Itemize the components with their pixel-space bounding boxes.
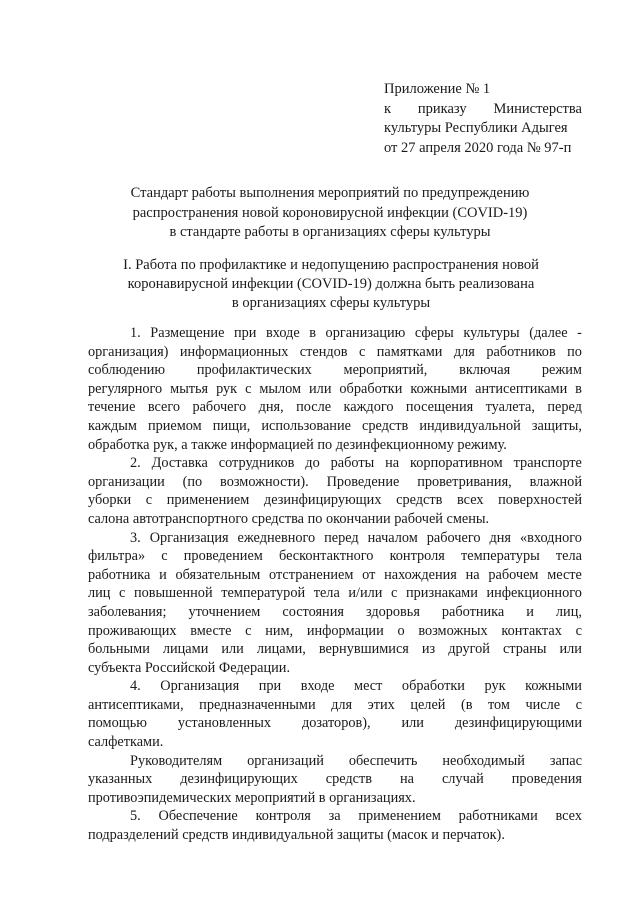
paragraph-word: ежедневного [237,529,316,546]
paragraph-line [88,491,582,510]
paragraph-word: включая [459,362,511,379]
paragraph-word: течение [88,399,136,416]
body-paragraph [88,807,582,844]
paragraph-line [88,789,582,808]
section-heading [96,256,566,313]
paragraph-word: «входного [519,529,582,546]
paragraph-word: ним, [265,622,294,639]
paragraph-word: мероприятий [234,789,319,806]
paragraph-word: дезинфекционному [335,436,458,453]
paragraph-word: Организация [149,529,229,546]
paragraph-word: (в [460,696,473,713]
paragraph-word: применением [358,808,441,825]
paragraph-line [88,733,582,752]
appendix-number: Приложение № 1 [384,81,491,97]
paragraph-word: влажной [529,473,582,490]
paragraph-line [88,714,582,733]
paragraph-word: входе [265,325,300,341]
paragraph-word: бесконтактного [279,548,374,565]
appendix-word: Министерства [493,100,582,117]
paragraph-word: 4. [130,678,141,695]
paragraph-word: обеспечить [348,752,418,769]
paragraph-word: до [305,455,320,472]
paragraph-word: страны [502,641,547,658]
paragraph-word: защиты, [531,417,582,434]
paragraph-line [88,659,582,678]
paragraph-word: тела [555,548,582,565]
paragraph-word: сферы [414,325,454,341]
paragraph-word: всех [555,808,582,825]
paragraph-line [88,566,582,585]
paragraph-word: или [559,641,582,658]
paragraph-word: с [119,585,126,602]
paragraph-word: вместе [190,622,232,639]
appendix-date: от 27 апреля 2020 года № 97-п [384,139,572,156]
paragraph-word: этих [367,696,395,713]
paragraph-line [88,436,582,455]
paragraph-line [88,454,582,473]
paragraph-word: рук, [153,436,182,453]
paragraph-word: работниками [458,808,538,825]
paragraph-word: для [331,696,353,713]
paragraph-line [88,622,582,641]
paragraph-line [88,473,582,492]
paragraph-word: по [307,510,326,527]
paragraph-line [88,677,582,696]
paragraph-word: с [391,585,398,602]
paragraph-word: больными [88,641,150,658]
paragraph-word: смены. [446,510,490,527]
paragraph-word: организацию [325,325,406,341]
paragraph-word: кожными [525,678,582,695]
paragraph-word: здоровья [365,603,420,620]
paragraph-word: состояния [282,603,344,620]
paragraph-word: и [431,827,443,844]
paragraph-word: 2. [130,455,141,472]
paragraph-word: предназначенными [199,696,316,713]
paragraph-word: уборки [88,492,132,509]
paragraph-line [88,603,582,622]
paragraph-word: средств [325,771,373,788]
paragraph-word: соблюдению [88,362,166,379]
paragraph-word: запас [549,752,582,769]
paragraph-word: обработка [88,436,154,453]
paragraph-word: средств [362,417,409,434]
paragraph-word: средств [396,492,443,509]
paragraph-word: Обеспечение [158,808,238,825]
paragraph-word: антисептиками, [88,696,184,713]
paragraph-word: с [161,548,168,565]
paragraph-word: мытья [170,380,209,397]
paragraph-word: сотрудников [218,455,295,472]
paragraph-word: и [159,566,167,583]
paragraph-word: от [362,566,376,583]
paragraph-word: с [245,622,252,639]
paragraph-word: каждым [88,417,137,434]
paragraph-word: средств [182,827,233,844]
paragraph-line [88,826,582,845]
paragraph-word: инфекционного [486,585,582,602]
paragraph-word: организациях. [329,789,416,806]
paragraph-word: лицами, [256,641,306,658]
paragraph-word: рабочем [488,566,539,583]
paragraph-word: установленных [177,715,272,732]
paragraph-word: информацией [230,436,318,453]
paragraph-word: том [487,696,510,713]
paragraph-word: использование [261,417,351,434]
paragraph-line [88,417,582,436]
paragraph-word: входе [300,678,335,695]
paragraph-word: лиц [88,585,111,602]
paragraph-line [88,547,582,566]
paragraph-word: или [401,715,424,732]
section-heading-line: I. Работа по профилактике и недопущению распространения новой [123,257,539,273]
paragraph-word: режиму. [457,436,507,453]
paragraph-line [88,324,582,343]
paragraph-word: заболевания; [88,603,167,620]
paragraph-word: случай [441,771,484,788]
paragraph-word: с [145,492,153,509]
paragraph-word: с [245,380,252,397]
paragraph-word: по [317,436,336,453]
paragraph-word: организация) [88,343,169,360]
paragraph-word: салфетками. [88,734,164,751]
appendix-word: к [384,100,392,117]
paragraph-word: организаций [247,752,324,769]
paragraph-word: культуры [463,325,520,341]
title-line: Стандарт работы выполнения мероприятий по предупреждению [130,185,530,201]
paragraph-word: на [465,566,480,583]
paragraph-word: пищи, [212,417,251,434]
paragraph-word: месте [547,566,582,583]
paragraph-word: числе [525,696,561,713]
paragraph-word: тела [313,585,340,602]
paragraph-word: контактах [501,622,562,639]
paragraph-word: (по [182,473,203,490]
appendix-word: приказу [417,100,467,117]
paragraph-word: работы [330,455,375,472]
paragraph-word: температуры [460,548,540,565]
paragraph-word: дезинфицирующими [454,715,582,732]
paragraph-word: поверхностей [498,492,582,509]
paragraph-word: отстранением [269,566,354,583]
paragraph-word: посещения [405,399,474,416]
paragraph-word: Федерации. [218,659,291,676]
paragraph-word: в [309,325,316,341]
paragraph-word: работника [88,566,151,583]
paragraph-word: для [453,343,475,360]
paragraph-word: температурой [221,585,306,602]
paragraph-word: субъекта [88,659,145,676]
body-paragraph [88,454,582,528]
paragraph-line [88,640,582,659]
paragraph-word: проведением [183,548,263,565]
paragraph-line [88,343,582,362]
section-heading-line: коронавирусной инфекции (COVID-19) должна быть реализована [127,276,535,292]
paragraph-word: информации [306,622,384,639]
paragraph-word: на [385,455,400,472]
paragraph-word: возможных [418,622,488,639]
paragraph-word: при [233,325,257,341]
paragraph-word: работников [486,343,556,360]
paragraph-word: (масок [387,827,432,844]
paragraph-word: защиты [337,827,388,844]
paragraph-word: информационных [179,343,289,360]
document-body [88,324,582,845]
paragraph-word: Доставка [151,455,208,472]
paragraph-line [88,361,582,380]
paragraph-word: Российской [144,659,219,676]
paragraph-word: режим [541,362,582,379]
paragraph-word: проведения [511,771,582,788]
paragraph-word: 5. [130,808,141,825]
paragraph-word: помощью [88,715,147,732]
paragraph-word: - [577,325,582,341]
paragraph-word: или [221,641,244,658]
paragraph-word: профилактических [196,362,312,379]
paragraph-word: дня [489,529,511,546]
paragraph-word: средства [251,510,308,527]
paragraph-line [88,807,582,826]
paragraph-word: целей [410,696,446,713]
paragraph-word: рабочей [394,510,447,527]
paragraph-word: а [181,436,192,453]
paragraph-word: приемом [147,417,202,434]
paragraph-word: о [397,622,405,639]
paragraph-word: необходимый [442,752,525,769]
paragraph-word: 3. [130,529,141,546]
paragraph-word: с [575,622,582,639]
paragraph-word: Руководителям [130,752,223,769]
paragraph-line [88,398,582,417]
paragraph-word: рук [216,380,238,397]
paragraph-word: после [296,399,332,416]
paragraph-word: индивидуальной [419,417,521,434]
paragraph-word: мероприятий, [343,362,428,379]
paragraph-word: индивидуальной [232,827,338,844]
title-line: в стандарте работы в организациях сферы культуры [169,224,491,240]
paragraph-word: обработки [401,678,465,695]
paragraph-word: при [258,678,282,695]
paragraph-word: работника [441,603,505,620]
paragraph-word: автотранспортного [132,510,252,527]
paragraph-word: с [575,696,582,713]
paragraph-word: Размещение [150,325,225,341]
paragraph-word: по [567,343,582,360]
title-line: распространения новой короновирусной инфекции (COVID-19) [132,204,528,221]
paragraph-word: в [318,789,330,806]
appendix-order-line [384,100,582,120]
appendix-ministry: культуры Республики Адыгея [384,120,568,136]
paragraph-word: и/или [348,585,383,602]
paragraph-word: мылом [259,380,302,397]
paragraph-word: перед [324,529,359,546]
paragraph-word: всего [147,399,181,416]
paragraph-word: с [358,343,366,360]
paragraph-word: подразделений [88,827,183,844]
paragraph-word: салона [88,510,133,527]
paragraph-word: уточнением [188,603,261,620]
paragraph-word: возможности). [220,473,309,490]
paragraph-word: указанных [88,771,153,788]
paragraph-word: проветривания, [417,473,512,490]
paragraph-word: противоэпидемических [88,789,235,806]
paragraph-word: дня, [258,399,284,416]
paragraph-word: (далее [529,325,568,341]
body-paragraph [88,752,582,808]
paragraph-word: окончании [325,510,395,527]
paragraph-word: в [575,380,582,397]
paragraph-line [88,696,582,715]
paragraph-word: организации [88,473,165,490]
paragraph-word: рабочего [192,399,247,416]
body-paragraph [88,529,582,678]
body-paragraph [88,677,582,751]
paragraph-word: Проведение [326,473,400,490]
paragraph-word: регулярного [88,380,163,397]
paragraph-word: дезинфицирующих [180,771,298,788]
paragraph-word: перед [547,399,582,416]
paragraph-word: дозаторов), [301,715,371,732]
paragraph-word: всех [457,492,484,509]
paragraph-word: проживающих [88,622,177,639]
paragraph-word: стендов [299,343,348,360]
paragraph-word: обязательным [175,566,261,583]
paragraph-word: контроля [255,808,311,825]
document-title [100,184,560,243]
paragraph-word: дезинфицирующих [263,492,382,509]
paragraph-word: мест [354,678,383,695]
paragraph-word: на [399,771,414,788]
paragraph-word: контроля [389,548,445,565]
paragraph-word: рабочего [426,529,481,546]
section-heading-line: в организациях сферы культуры [231,295,431,311]
paragraph-word: лицами [162,641,209,658]
paragraph-word: другой [448,641,490,658]
paragraph-word: памятками [376,343,443,360]
paragraph-word: и [526,603,534,620]
paragraph-word: рук [484,678,506,695]
paragraph-word: началом [367,529,418,546]
body-paragraph [88,324,582,454]
paragraph-word: каждого [343,399,394,416]
paragraph-word: лиц, [555,603,582,620]
paragraph-line [88,510,582,529]
paragraph-word: 1. [130,325,141,341]
paragraph-word: обработки [339,380,403,397]
paragraph-word: или [309,380,332,397]
appendix-block [384,80,582,158]
paragraph-word: за [328,808,341,825]
paragraph-word: фильтра» [88,548,146,565]
paragraph-line [88,584,582,603]
paragraph-line [88,770,582,789]
paragraph-word: Организация [160,678,240,695]
paragraph-word: признаками [406,585,478,602]
paragraph-line [88,752,582,771]
paragraph-line [88,529,582,548]
paragraph-word: перчаток). [442,827,505,844]
paragraph-word: также [191,436,231,453]
paragraph-word: нахождения [384,566,457,583]
paragraph-word: повышенной [133,585,213,602]
paragraph-word: антисептиками [475,380,568,397]
paragraph-line [88,380,582,399]
paragraph-word: туалета, [485,399,535,416]
paragraph-word: из [421,641,436,658]
paragraph-word: корпоративном [410,455,503,472]
paragraph-word: вернувшимися [318,641,409,658]
paragraph-word: применением [166,492,250,509]
paragraph-word: кожными [410,380,468,397]
paragraph-word: транспорте [513,455,582,472]
